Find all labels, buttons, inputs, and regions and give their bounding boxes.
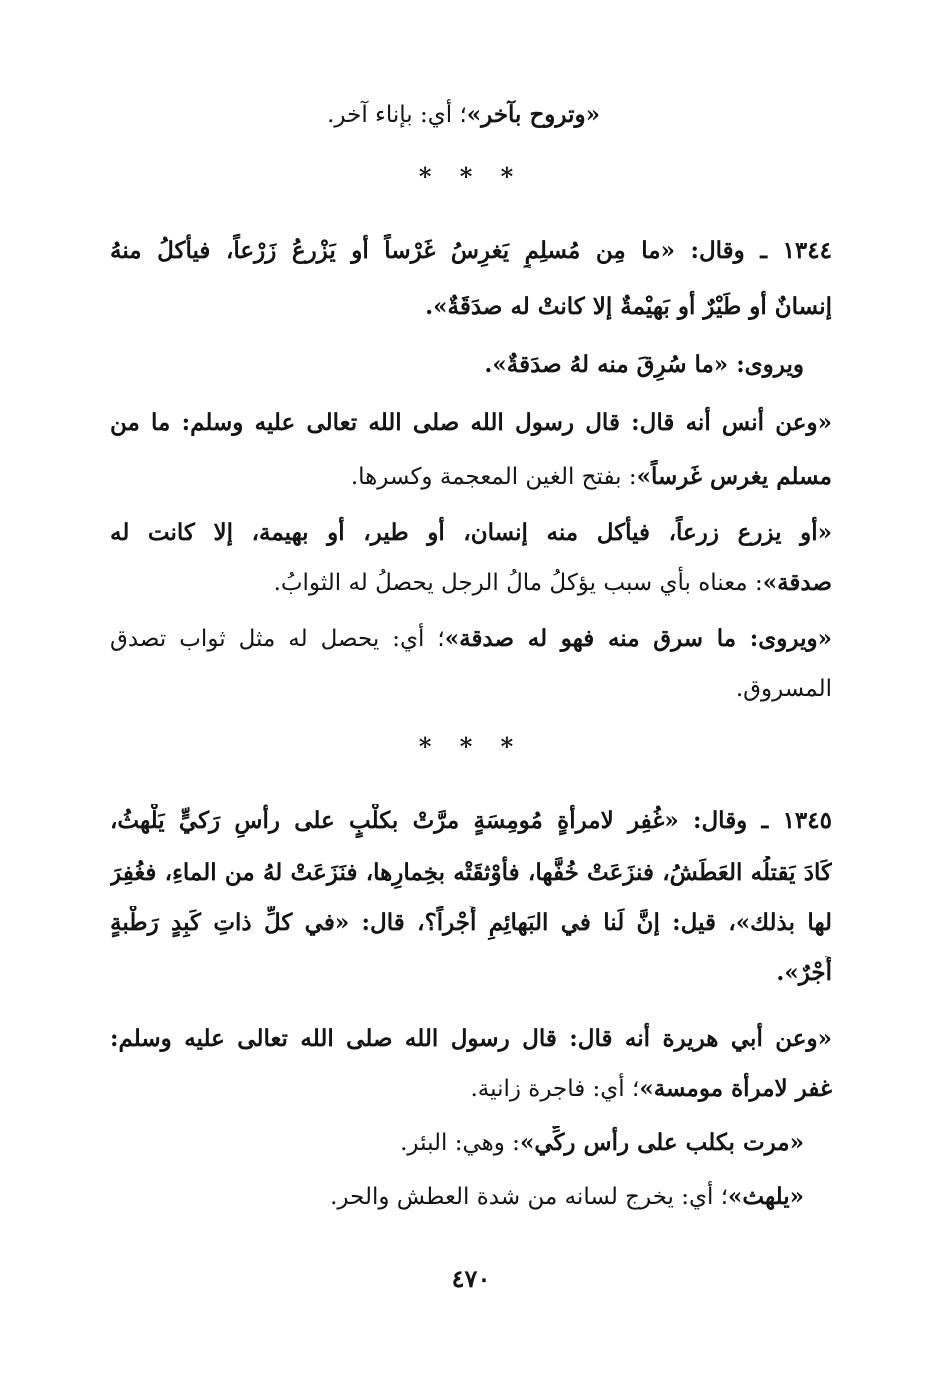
text-line xyxy=(400,1126,804,1160)
section-separator: * * * xyxy=(418,162,524,191)
text-line xyxy=(327,98,600,132)
hadith-text-line: إنسانٌ أو طَيْرٌ أو بَهيْمةٌ إلا كانتْ له صدَقَةٌ». xyxy=(425,293,832,320)
commentary: : معناه بأي سبب يؤكلُ مالُ الرجل يحصلُ له الثوابُ. xyxy=(273,570,763,596)
hadith-quote: «ويروى: ما سرق منه فهو له صدقة» xyxy=(444,625,832,652)
commentary: ؛ أي: يخرج لسانه من شدة العطش والحر. xyxy=(330,1184,729,1210)
commentary-quote-line: «أو يزرع زرعاً، فيأكل منه إنسان، أو طير، أو بهيمة، إلا كانت له xyxy=(110,519,832,546)
variant-narration: ويروى: «ما سُرِقَ منه لهُ صدَقةٌ». xyxy=(484,351,804,378)
hadith-text-line: أَجْرٌ». xyxy=(776,959,832,986)
hadith-quote: مسلم يغرس غَرساً» xyxy=(636,463,832,490)
text-line xyxy=(110,622,832,656)
commentary: ؛ أي: يحصل له مثل ثواب تصدق xyxy=(110,626,445,652)
hadith-text-line: لها بذلك»، قيل: إنَّ لَنا في البَهائِمِ أَجْراً؟، قال: «في كلِّ ذاتِ كَبِدٍ رَطْبةٍ xyxy=(110,909,832,936)
section-separator: * * * xyxy=(418,732,524,761)
commentary: ؛ أي: فاجرة زانية. xyxy=(470,1076,640,1102)
text-line xyxy=(274,566,832,600)
text-line xyxy=(351,460,832,494)
hadith-text-line: ١٣٤٥ ـ وقال: «غُفِر لامرأةٍ مُومِسَةٍ مرَّتْ بكلْبٍ على رأْسِ رَكيٍّ يَلْهثُ، xyxy=(110,807,832,834)
commentary: ؛ أي: بإناء آخر. xyxy=(327,102,467,128)
commentary: : وهي: البئر. xyxy=(400,1130,520,1156)
commentary-quote-line: «وعن أنس أنه قال: قال رسول الله صلى الله تعالى عليه وسلم: ما من xyxy=(110,409,832,436)
hadith-text-line: ١٣٤٤ ـ وقال: «ما مِن مُسلِمٍ يَغرِسُ غَرْساً أو يَزْرعُ زَرْعاً، فيأْكلُ منهُ xyxy=(110,237,832,264)
text-line xyxy=(330,1180,804,1214)
hadith-quote: صدقة» xyxy=(762,569,832,596)
text-line xyxy=(470,1072,832,1106)
text-line: المسروق. xyxy=(735,676,832,702)
hadith-quote: غفر لامرأة مومسة» xyxy=(639,1075,832,1102)
page-number: ٤٧٠ xyxy=(451,1264,491,1293)
hadith-quote: «وتروح بآخر» xyxy=(466,101,600,128)
hadith-quote: «يلهث» xyxy=(728,1183,804,1210)
commentary: : بفتح الغين المعجمة وكسرها. xyxy=(350,464,637,490)
commentary-quote-line: «وعن أبي هريرة أنه قال: قال رسول الله صلى الله تعالى عليه وسلم: xyxy=(110,1025,832,1052)
hadith-text-line: كَادَ يَقتلُه العَطَشُ، فنزَعَتْ خُفَّها، فأَوْثقَتْه بخِمارِها، فنَزَعَتْ لهُ من الماءِ، فغُفِرَ xyxy=(110,859,832,886)
hadith-quote: «مرت بكلب على رأس ركِّي» xyxy=(519,1129,804,1156)
